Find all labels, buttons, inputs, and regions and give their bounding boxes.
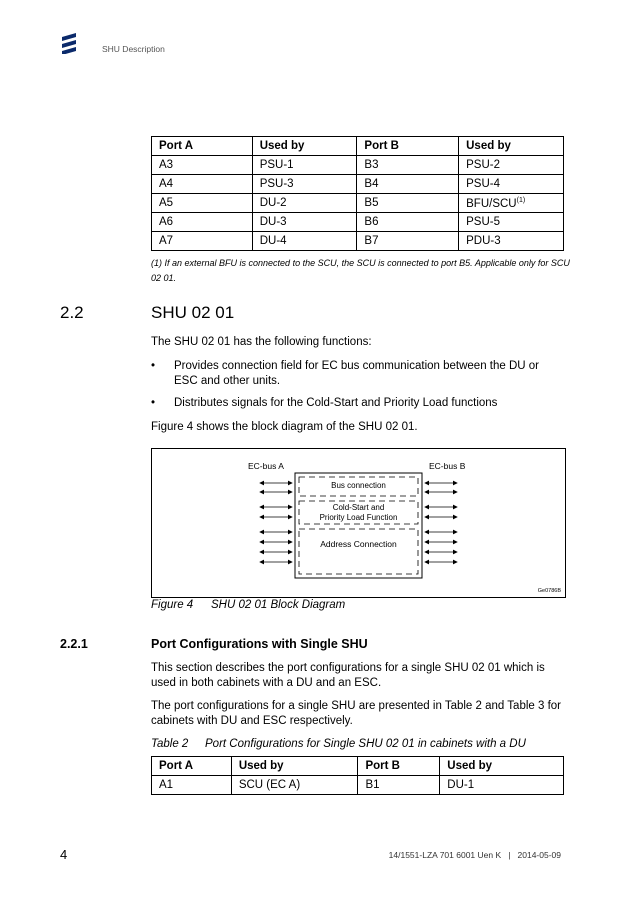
table-cell	[459, 194, 564, 213]
bullet-icon: •	[151, 397, 156, 409]
page-number: 4	[60, 847, 68, 862]
table-cell: DU-4	[252, 232, 357, 251]
list-item-text: Provides connection field for EC bus communication between the DU or ESC and other units.	[174, 360, 539, 387]
table-cell: A6	[152, 213, 253, 232]
table-cell: B4	[357, 175, 459, 194]
column-header: Used by	[252, 137, 357, 156]
paragraph: This section describes the port configurations for a single SHU 02 01 which is used in both cabinets with a DU and an ESC.	[151, 662, 545, 689]
port-table-2	[151, 756, 564, 795]
table-cell: DU-2	[252, 194, 357, 213]
figure-caption-text: SHU 02 01 Block Diagram	[211, 599, 346, 611]
table-cell: A7	[152, 232, 253, 251]
table-cell: A3	[152, 156, 253, 175]
table-cell: PDU-3	[459, 232, 564, 251]
table-footnote: (1) If an external BFU is connected to the SCU, the SCU is connected to port B5. Applicable only for SCU 02 01.	[151, 258, 570, 283]
address-connection-label: Address Connection	[320, 539, 397, 549]
figure-reference: Figure 4 shows the block diagram of the SHU 02 01.	[151, 421, 418, 433]
figure-label: Figure 4	[151, 599, 194, 611]
cold-start-label	[299, 503, 418, 523]
right-arrows	[425, 483, 457, 562]
diagram-graphics	[152, 449, 565, 597]
table-row	[152, 156, 564, 175]
column-header: Used by	[459, 137, 564, 156]
subsection-number: 2.2.1	[60, 637, 88, 651]
paragraph: The port configurations for a single SHU are presented in Table 2 and Table 3 for cabinets with DU and ESC respectively.	[151, 700, 561, 727]
table-cell: B3	[357, 156, 459, 175]
section-title: SHU 02 01	[151, 303, 235, 322]
table-cell: PSU-4	[459, 175, 564, 194]
subsection-title: Port Configurations with Single SHU	[151, 637, 368, 651]
table-cell: B6	[357, 213, 459, 232]
footnote-marker: (1)	[516, 196, 526, 204]
column-header: Used by	[231, 757, 358, 776]
table-header-row	[152, 757, 564, 776]
block-diagram	[151, 448, 566, 598]
table-cell: PSU-3	[252, 175, 357, 194]
bullet-icon: •	[151, 360, 156, 372]
table-cell: B5	[357, 194, 459, 213]
table-cell: B7	[357, 232, 459, 251]
table-row	[152, 175, 564, 194]
ec-bus-a-label: EC-bus A	[248, 461, 284, 471]
table-cell: B1	[358, 776, 440, 795]
document-title: SHU Description	[102, 44, 165, 54]
document-reference: 14/1551-LZA 701 6001 Uen K | 2014-05-09	[388, 850, 561, 860]
table-caption	[151, 738, 526, 750]
port-table-1	[151, 136, 564, 251]
table-cell: DU-1	[440, 776, 564, 795]
cold-start-line-1: Cold-Start and	[332, 503, 385, 512]
section-number: 2.2	[60, 303, 84, 322]
table-header-row	[152, 137, 564, 156]
column-header: Port B	[357, 137, 459, 156]
table-cell: A5	[152, 194, 253, 213]
table-cell: A4	[152, 175, 253, 194]
bus-connection-label: Bus connection	[331, 481, 386, 490]
table-cell: PSU-1	[252, 156, 357, 175]
table-cell: PSU-5	[459, 213, 564, 232]
column-header: Port A	[152, 757, 232, 776]
table-row	[152, 194, 564, 213]
ec-bus-b-label: EC-bus B	[429, 461, 466, 471]
table-cell: A1	[152, 776, 232, 795]
table-cell: SCU (EC A)	[231, 776, 358, 795]
table-label: Table 2	[151, 738, 189, 750]
section-intro: The SHU 02 01 has the following functions:	[151, 336, 372, 348]
left-arrows	[260, 483, 292, 562]
table-row	[152, 213, 564, 232]
diagram-id: Ge0786B	[537, 588, 561, 594]
table-caption-text: Port Configurations for Single SHU 02 01 in cabinets with a DU	[205, 738, 526, 750]
list-item-text: Distributes signals for the Cold-Start and Priority Load functions	[174, 397, 498, 409]
table-cell: DU-3	[252, 213, 357, 232]
cold-start-line-2: Priority Load Function	[319, 513, 398, 522]
table-cell: PSU-2	[459, 156, 564, 175]
ericsson-logo-icon	[60, 32, 78, 54]
figure-caption	[151, 599, 345, 611]
column-header: Used by	[440, 757, 564, 776]
table-row	[152, 232, 564, 251]
column-header: Port A	[152, 137, 253, 156]
column-header: Port B	[358, 757, 440, 776]
table-row	[152, 776, 564, 795]
cell-text: BFU/SCU	[466, 197, 517, 210]
